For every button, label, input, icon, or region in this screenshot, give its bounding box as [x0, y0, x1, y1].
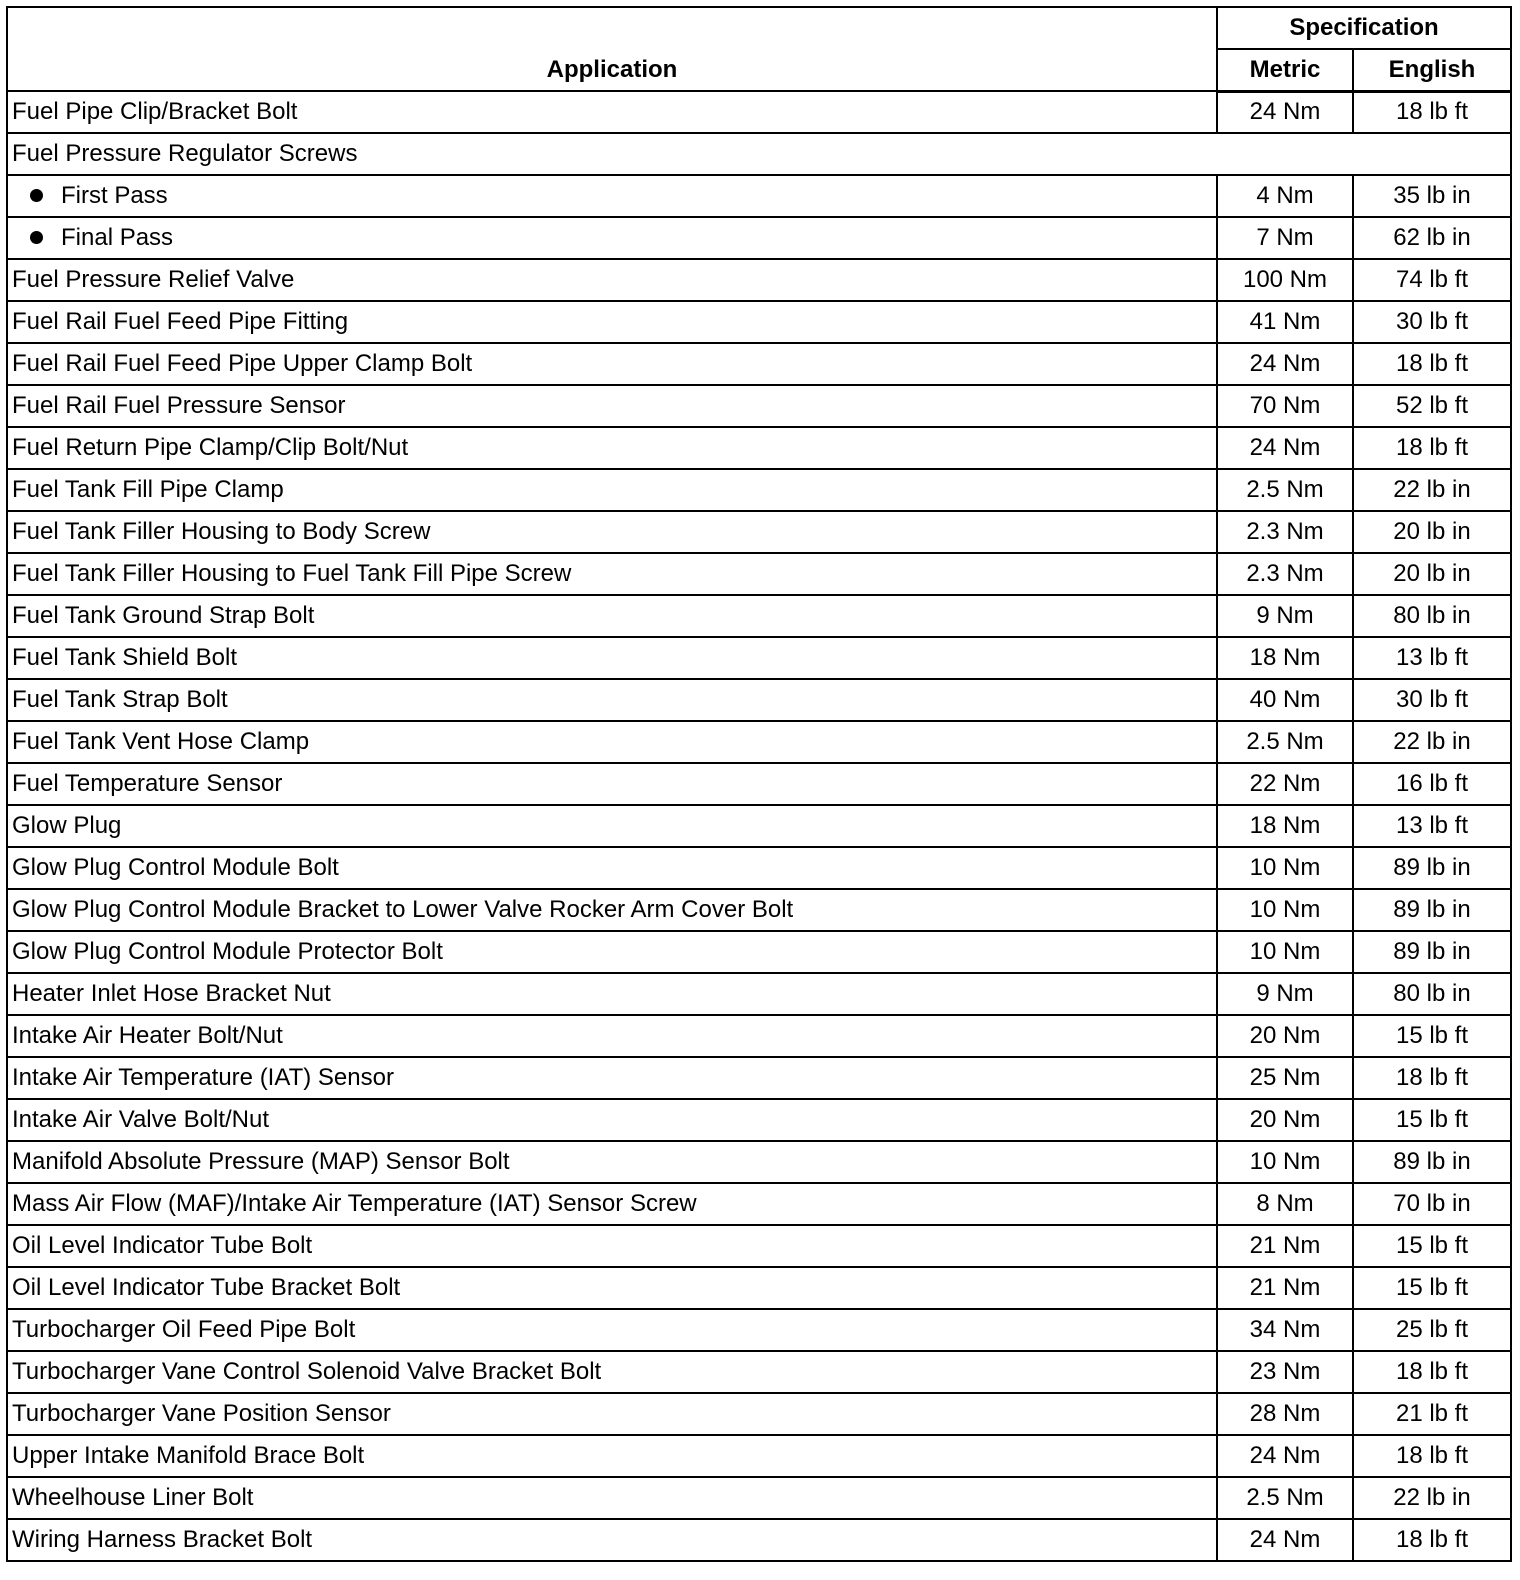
metric-cell: 24 Nm: [1217, 427, 1353, 469]
metric-cell: 10 Nm: [1217, 931, 1353, 973]
group-heading: Fuel Pressure Regulator Screws: [7, 133, 1511, 175]
english-cell: 62 lb in: [1353, 217, 1511, 259]
table-row: [7, 1309, 1511, 1351]
metric-cell: 7 Nm: [1217, 217, 1353, 259]
english-cell: 22 lb in: [1353, 469, 1511, 511]
table-row: [7, 175, 1511, 217]
metric-cell: 25 Nm: [1217, 1057, 1353, 1099]
table-header: [7, 7, 1511, 91]
application-cell: Fuel Return Pipe Clamp/Clip Bolt/Nut: [7, 427, 1217, 469]
metric-cell: 20 Nm: [1217, 1015, 1353, 1057]
english-cell: 18 lb ft: [1353, 343, 1511, 385]
metric-cell: 18 Nm: [1217, 637, 1353, 679]
application-cell: Turbocharger Vane Position Sensor: [7, 1393, 1217, 1435]
english-cell: 18 lb ft: [1353, 1057, 1511, 1099]
application-cell: Intake Air Temperature (IAT) Sensor: [7, 1057, 1217, 1099]
metric-cell: 21 Nm: [1217, 1267, 1353, 1309]
application-cell: Fuel Rail Fuel Pressure Sensor: [7, 385, 1217, 427]
metric-cell: 70 Nm: [1217, 385, 1353, 427]
table-row: [7, 973, 1511, 1015]
english-cell: 13 lb ft: [1353, 637, 1511, 679]
english-cell: 25 lb ft: [1353, 1309, 1511, 1351]
metric-cell: 18 Nm: [1217, 805, 1353, 847]
metric-cell: 9 Nm: [1217, 595, 1353, 637]
application-cell: Wheelhouse Liner Bolt: [7, 1477, 1217, 1519]
bullet-icon: [30, 189, 43, 202]
english-cell: 89 lb in: [1353, 889, 1511, 931]
table-row: [7, 343, 1511, 385]
english-cell: 15 lb ft: [1353, 1099, 1511, 1141]
table-row: [7, 931, 1511, 973]
english-cell: 18 lb ft: [1353, 91, 1511, 133]
application-cell: Glow Plug Control Module Protector Bolt: [7, 931, 1217, 973]
application-cell: Fuel Rail Fuel Feed Pipe Fitting: [7, 301, 1217, 343]
application-cell: Intake Air Valve Bolt/Nut: [7, 1099, 1217, 1141]
application-cell: Oil Level Indicator Tube Bracket Bolt: [7, 1267, 1217, 1309]
english-cell: 15 lb ft: [1353, 1267, 1511, 1309]
table-row: [7, 1183, 1511, 1225]
application-cell: Glow Plug: [7, 805, 1217, 847]
application-label: First Pass: [61, 182, 168, 209]
metric-cell: 2.3 Nm: [1217, 511, 1353, 553]
table-row: [7, 1435, 1511, 1477]
english-cell: 89 lb in: [1353, 931, 1511, 973]
application-cell: Wiring Harness Bracket Bolt: [7, 1519, 1217, 1561]
metric-cell: 41 Nm: [1217, 301, 1353, 343]
application-cell: Glow Plug Control Module Bracket to Lower Valve Rocker Arm Cover Bolt: [7, 889, 1217, 931]
metric-cell: 24 Nm: [1217, 1519, 1353, 1561]
metric-cell: 4 Nm: [1217, 175, 1353, 217]
application-label: Final Pass: [61, 224, 174, 251]
metric-cell: 2.5 Nm: [1217, 721, 1353, 763]
english-cell: 22 lb in: [1353, 721, 1511, 763]
table-row: [7, 679, 1511, 721]
table-row: [7, 91, 1511, 133]
header-application: Application: [7, 7, 1217, 91]
metric-cell: 40 Nm: [1217, 679, 1353, 721]
table-row: [7, 889, 1511, 931]
application-cell: Fuel Tank Ground Strap Bolt: [7, 595, 1217, 637]
metric-cell: 21 Nm: [1217, 1225, 1353, 1267]
english-cell: 30 lb ft: [1353, 679, 1511, 721]
application-cell: Fuel Tank Filler Housing to Body Screw: [7, 511, 1217, 553]
application-cell: Oil Level Indicator Tube Bolt: [7, 1225, 1217, 1267]
table-row: [7, 511, 1511, 553]
table-row: [7, 553, 1511, 595]
metric-cell: 10 Nm: [1217, 1141, 1353, 1183]
table-row: [7, 1057, 1511, 1099]
application-cell: [7, 217, 1217, 259]
table-row: [7, 259, 1511, 301]
table-row: [7, 1519, 1511, 1561]
english-cell: 15 lb ft: [1353, 1225, 1511, 1267]
metric-cell: 24 Nm: [1217, 1435, 1353, 1477]
english-cell: 80 lb in: [1353, 595, 1511, 637]
application-cell: [7, 175, 1217, 217]
metric-cell: 8 Nm: [1217, 1183, 1353, 1225]
english-cell: 16 lb ft: [1353, 763, 1511, 805]
table-row: [7, 427, 1511, 469]
table-row: [7, 301, 1511, 343]
application-cell: Glow Plug Control Module Bolt: [7, 847, 1217, 889]
application-cell: Fuel Pressure Relief Valve: [7, 259, 1217, 301]
application-cell: Fuel Tank Fill Pipe Clamp: [7, 469, 1217, 511]
table-row: [7, 721, 1511, 763]
application-cell: Fuel Temperature Sensor: [7, 763, 1217, 805]
table-row: [7, 847, 1511, 889]
english-cell: 18 lb ft: [1353, 1351, 1511, 1393]
metric-cell: 34 Nm: [1217, 1309, 1353, 1351]
english-cell: 15 lb ft: [1353, 1015, 1511, 1057]
application-cell: Turbocharger Oil Feed Pipe Bolt: [7, 1309, 1217, 1351]
application-cell: Intake Air Heater Bolt/Nut: [7, 1015, 1217, 1057]
table-row: [7, 469, 1511, 511]
application-cell: Fuel Tank Filler Housing to Fuel Tank Fill Pipe Screw: [7, 553, 1217, 595]
bullet-icon: [30, 231, 43, 244]
metric-cell: 23 Nm: [1217, 1351, 1353, 1393]
english-cell: 89 lb in: [1353, 847, 1511, 889]
english-cell: 74 lb ft: [1353, 259, 1511, 301]
english-cell: 21 lb ft: [1353, 1393, 1511, 1435]
metric-cell: 24 Nm: [1217, 91, 1353, 133]
english-cell: 89 lb in: [1353, 1141, 1511, 1183]
application-cell: Fuel Tank Shield Bolt: [7, 637, 1217, 679]
english-cell: 20 lb in: [1353, 553, 1511, 595]
document-page: [6, 6, 1510, 1574]
application-cell: Heater Inlet Hose Bracket Nut: [7, 973, 1217, 1015]
metric-cell: 24 Nm: [1217, 343, 1353, 385]
metric-cell: 10 Nm: [1217, 847, 1353, 889]
header-english: English: [1353, 49, 1511, 91]
metric-cell: 9 Nm: [1217, 973, 1353, 1015]
application-cell: Fuel Tank Strap Bolt: [7, 679, 1217, 721]
metric-cell: 10 Nm: [1217, 889, 1353, 931]
metric-cell: 20 Nm: [1217, 1099, 1353, 1141]
application-cell: Upper Intake Manifold Brace Bolt: [7, 1435, 1217, 1477]
torque-spec-table: [6, 6, 1512, 1562]
table-row: [7, 763, 1511, 805]
header-metric: Metric: [1217, 49, 1353, 91]
english-cell: 52 lb ft: [1353, 385, 1511, 427]
table-body: [7, 91, 1511, 1561]
table-row: [7, 1225, 1511, 1267]
metric-cell: 2.5 Nm: [1217, 1477, 1353, 1519]
application-cell: Fuel Rail Fuel Feed Pipe Upper Clamp Bolt: [7, 343, 1217, 385]
english-cell: 35 lb in: [1353, 175, 1511, 217]
metric-cell: 100 Nm: [1217, 259, 1353, 301]
table-row: [7, 1099, 1511, 1141]
english-cell: 20 lb in: [1353, 511, 1511, 553]
english-cell: 22 lb in: [1353, 1477, 1511, 1519]
english-cell: 70 lb in: [1353, 1183, 1511, 1225]
application-cell: Fuel Tank Vent Hose Clamp: [7, 721, 1217, 763]
metric-cell: 28 Nm: [1217, 1393, 1353, 1435]
metric-cell: 2.5 Nm: [1217, 469, 1353, 511]
table-row: [7, 1477, 1511, 1519]
english-cell: 18 lb ft: [1353, 1519, 1511, 1561]
header-specification: Specification: [1217, 7, 1511, 49]
english-cell: 30 lb ft: [1353, 301, 1511, 343]
table-row: [7, 805, 1511, 847]
english-cell: 13 lb ft: [1353, 805, 1511, 847]
table-row: [7, 595, 1511, 637]
english-cell: 18 lb ft: [1353, 427, 1511, 469]
english-cell: 18 lb ft: [1353, 1435, 1511, 1477]
table-row: [7, 1393, 1511, 1435]
metric-cell: 22 Nm: [1217, 763, 1353, 805]
table-row: [7, 385, 1511, 427]
table-row: [7, 1141, 1511, 1183]
application-cell: Fuel Pipe Clip/Bracket Bolt: [7, 91, 1217, 133]
application-cell: Turbocharger Vane Control Solenoid Valve Bracket Bolt: [7, 1351, 1217, 1393]
table-row: [7, 1351, 1511, 1393]
metric-cell: 2.3 Nm: [1217, 553, 1353, 595]
english-cell: 80 lb in: [1353, 973, 1511, 1015]
table-row: [7, 1267, 1511, 1309]
table-row: [7, 637, 1511, 679]
table-row: [7, 217, 1511, 259]
application-cell: Manifold Absolute Pressure (MAP) Sensor Bolt: [7, 1141, 1217, 1183]
table-row: [7, 133, 1511, 175]
table-row: [7, 1015, 1511, 1057]
application-cell: Mass Air Flow (MAF)/Intake Air Temperature (IAT) Sensor Screw: [7, 1183, 1217, 1225]
